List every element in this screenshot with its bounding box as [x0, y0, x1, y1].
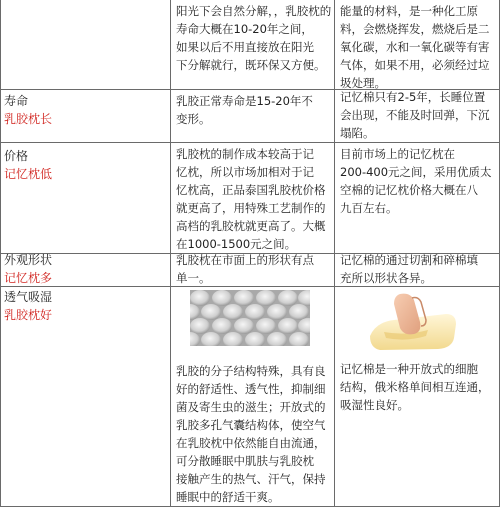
- latex-foam-image: [190, 290, 310, 346]
- text-line: 200-400元之间，采用优质太: [340, 165, 492, 179]
- price-latex-cell: [176, 145, 334, 253]
- category-verdict: 乳胶枕好: [4, 308, 53, 322]
- price-memory-cell: [340, 145, 498, 217]
- category-verdict: 记忆枕低: [4, 167, 53, 181]
- category-label: 寿命: [4, 94, 29, 108]
- category-label: 外观形状: [4, 253, 53, 267]
- memory-foam-image: [366, 292, 458, 352]
- text-line: 乳胶枕的制作成本较高于记: [176, 147, 314, 161]
- text-line: 阳光下会自然分解，，乳胶枕的: [176, 4, 332, 18]
- shape-category: [4, 251, 52, 287]
- price-category: [4, 147, 52, 183]
- text-line: 记忆棉只有2-5年，长睡位置: [340, 90, 486, 104]
- text-line: 空棉的记忆枕价格大概在八: [340, 183, 478, 197]
- text-line: 料，会燃烧挥发，燃烧后是二: [340, 22, 490, 36]
- row-divider-2: [0, 142, 500, 143]
- text-line: 高档的乳胶枕就更高了。大概: [176, 219, 326, 233]
- text-line: 在1000-1500元之间。: [176, 237, 297, 251]
- text-line: 吸湿性良好。: [340, 398, 409, 412]
- text-line: 目前市场上的记忆枕在: [340, 147, 455, 161]
- text-line: 乳胶枕在市面上的形状有点: [176, 253, 314, 267]
- shape-memory-cell: [340, 251, 498, 287]
- text-line: 忆枕，所以市场加相对于记: [176, 165, 314, 179]
- text-line: 接触产生的热气、汗气，保持: [176, 472, 326, 486]
- lifespan-memory-cell: [340, 88, 498, 142]
- text-line: 菌及寄生虫的滋生；开放式的: [176, 400, 326, 414]
- shape-latex-cell: [176, 251, 334, 287]
- text-line: 乳胶正常寿命是15-20年不: [176, 94, 313, 108]
- breathability-category: [4, 288, 52, 324]
- text-line: 能量的材料，是一种化工原: [340, 4, 478, 18]
- text-line: 睡眠中的舒适干爽。: [176, 490, 280, 504]
- text-line: 就更高了，用特殊工艺制作的: [176, 201, 326, 215]
- text-line: 气体，如果不用，必须经过垃: [340, 58, 490, 72]
- text-line: 变形。: [176, 112, 211, 126]
- category-verdict: 乳胶枕长: [4, 112, 53, 126]
- text-line: 单一。: [176, 271, 211, 285]
- text-line: 圾处理。: [340, 76, 386, 90]
- text-line: 塌陷。: [340, 126, 375, 140]
- text-line: 乳胶多孔气囊结构体，使空气: [176, 418, 326, 432]
- text-line: 如果以后不用直接放在阳光: [176, 40, 314, 54]
- text-line: 充所以形状各异。: [340, 271, 432, 285]
- category-verdict: 记忆枕多: [4, 271, 53, 285]
- text-line: 好的舒适性、透气性，抑制细: [176, 382, 326, 396]
- text-line: 寿命大概在10-20年之间，: [176, 22, 313, 36]
- text-line: 会出现，不能及时回弹，下沉: [340, 108, 490, 122]
- text-line: 忆枕高，正品泰国乳胶枕价格: [176, 183, 326, 197]
- text-line: 在乳胶枕中依然能自由流通，: [176, 436, 326, 450]
- category-label: 透气吸湿: [4, 290, 53, 304]
- lifespan-category: [4, 92, 52, 128]
- text-line: 九百左右。: [340, 201, 398, 215]
- top-latex-cell: [176, 2, 334, 74]
- text-line: 氧化碳，水和一氧化碳等有害: [340, 40, 490, 54]
- category-label: 价格: [4, 149, 29, 163]
- text-line: 结构，俄米格单间相互连通，: [340, 380, 490, 394]
- text-line: 下分解就行，既环保又方便。: [176, 58, 326, 72]
- text-line: 记忆棉的通过切割和碎棉填: [340, 253, 478, 267]
- lifespan-latex-cell: [176, 92, 334, 128]
- text-line: 可分散睡眠中肌肤与乳胶枕: [176, 454, 314, 468]
- breathability-latex-cell: [176, 362, 334, 506]
- text-line: 记忆棉是一种开放式的细胞: [340, 362, 478, 376]
- top-memory-cell: [340, 2, 498, 92]
- breathability-memory-cell: [340, 360, 498, 414]
- text-line: 乳胶的分子结构特殊，具有良: [176, 364, 326, 378]
